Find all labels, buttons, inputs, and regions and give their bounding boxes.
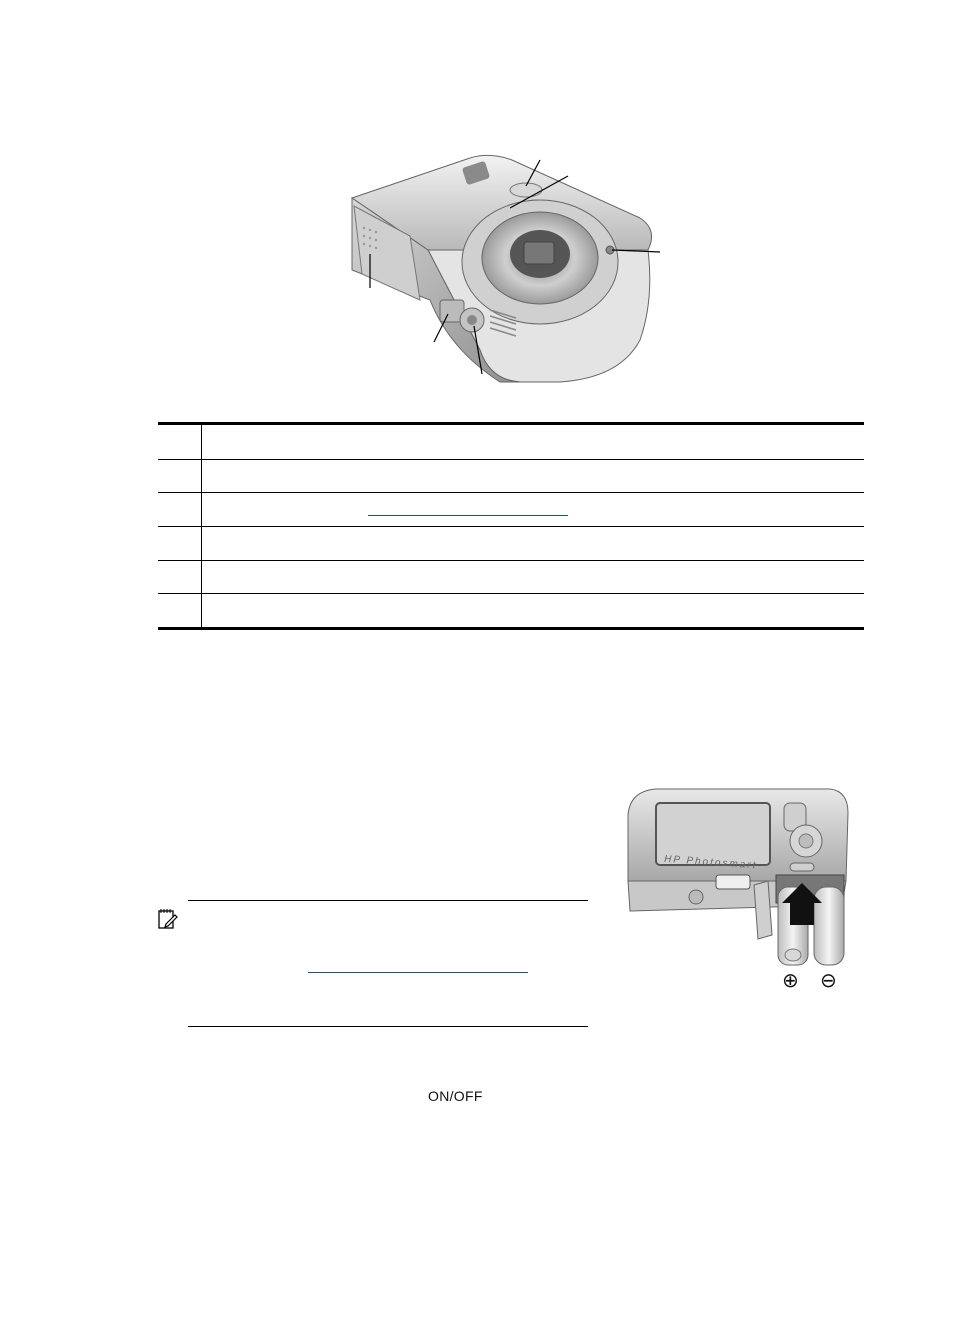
table-row [158,460,864,493]
battery-insertion-illustration [620,785,860,995]
note-box [158,900,588,1030]
note-top-rule [188,900,588,901]
camera-front-illustration [340,150,670,390]
table-row [158,561,864,594]
table-row [158,425,864,458]
note-link[interactable] [308,972,528,973]
note-icon [158,908,178,930]
table-row [158,493,864,526]
camera-logo-text: HP Photosmart [663,853,758,872]
note-bottom-rule [188,1026,588,1027]
table-row-link[interactable] [368,515,568,516]
table-row [158,594,864,627]
table-row [158,527,864,560]
battery-cell-right [814,887,844,965]
negative-polarity-icon: ⊖ [820,968,837,992]
on-off-button-label: ON/OFF [428,1088,483,1104]
positive-polarity-icon: ⊕ [782,968,799,992]
parts-table [158,422,864,630]
table-bottom-rule [158,627,864,630]
